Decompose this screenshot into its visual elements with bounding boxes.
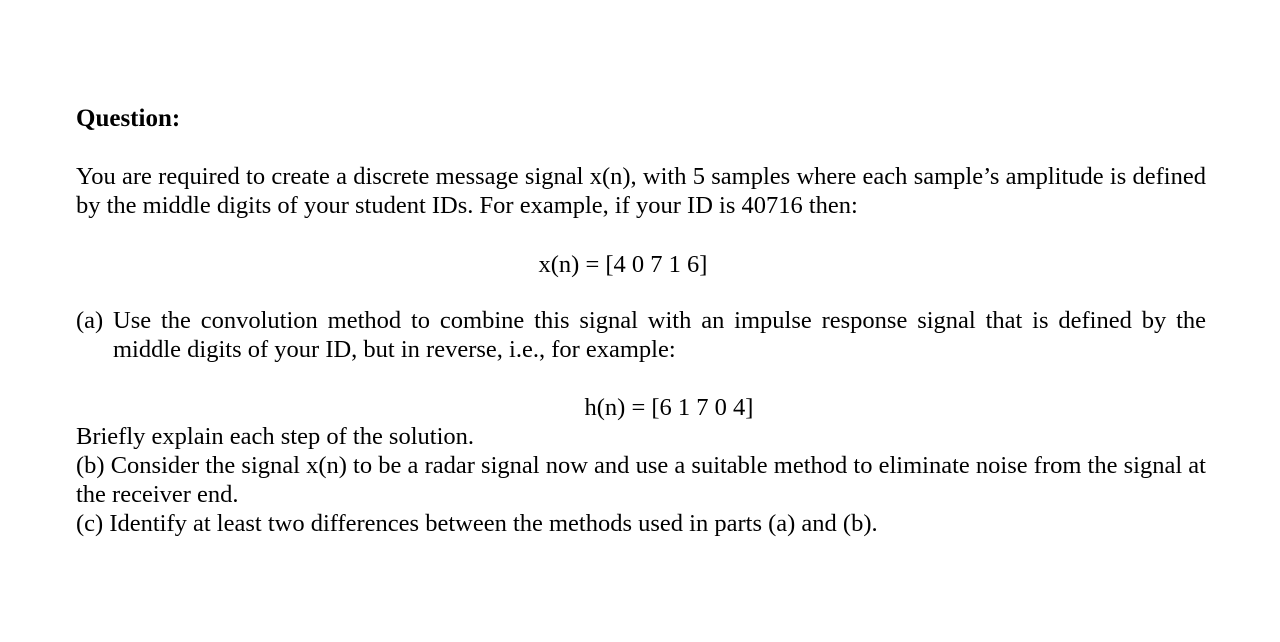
part-a-label: (a)	[76, 307, 104, 334]
equation-x-n: x(n) = [4 0 7 1 6]	[538, 251, 708, 278]
part-a-item	[76, 306, 1206, 364]
explain-instruction: Briefly explain each step of the solution.	[76, 423, 475, 450]
question-intro-paragraph: You are required to create a discrete message signal x(n), with 5 samples where each sample’s amplitude is defined by the middle digits of your student IDs. For example, if your ID is 40716 then:	[76, 163, 1206, 219]
question-heading: Question:	[76, 105, 181, 132]
equation-h-n: h(n) = [6 1 7 0 4]	[584, 394, 754, 421]
question-document	[76, 0, 1206, 642]
part-a-text: Use the convolution method to combine this signal with an impulse response signal that is defined by the middle digits of your ID, but in reverse, i.e., for example:	[113, 307, 1206, 363]
part-b-text: (b) Consider the signal x(n) to be a radar signal now and use a suitable method to eliminate noise from the signal at the receiver end.	[76, 452, 1206, 508]
part-c-text: (c) Identify at least two differences between the methods used in parts (a) and (b).	[76, 510, 878, 537]
